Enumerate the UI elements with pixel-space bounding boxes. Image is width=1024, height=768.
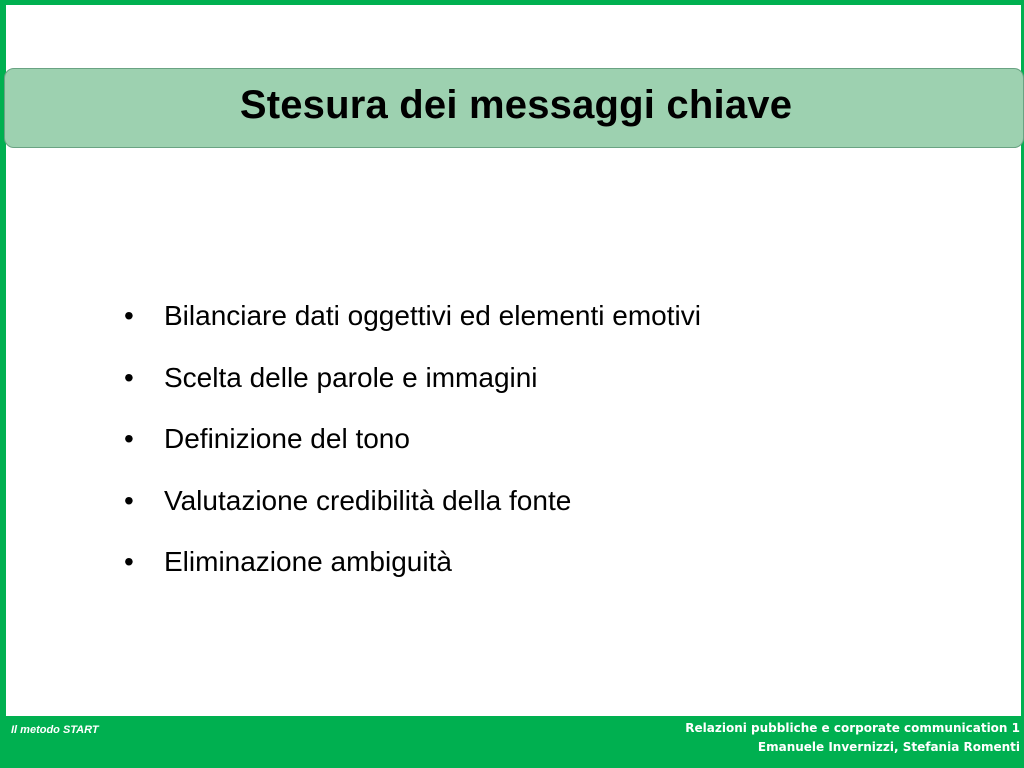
bullet-dot-icon: •	[124, 484, 134, 516]
footer-section-label: Il metodo START	[11, 724, 99, 736]
bullet-dot-icon: •	[124, 423, 134, 454]
bullet-text: Scelta delle parole e immagini	[164, 361, 538, 393]
footer-bar	[0, 716, 1024, 768]
bullet-text: Valutazione credibilità della fonte	[164, 484, 572, 516]
frame-top-border	[0, 0, 1024, 5]
footer-authors: Emanuele Invernizzi, Stefania Romenti	[757, 740, 1020, 754]
bullet-item	[124, 362, 701, 424]
slide-title: Stesura dei messaggi chiave	[239, 82, 793, 127]
bullet-dot-icon: •	[124, 300, 134, 331]
bullet-dot-icon: •	[124, 546, 134, 577]
bullet-text: Bilanciare dati oggettivi ed elementi emotivi	[164, 300, 701, 331]
footer-credits	[685, 719, 1020, 757]
bullet-text: Definizione del tono	[164, 423, 410, 454]
bullet-text: Eliminazione ambiguità	[164, 546, 452, 577]
bullet-item	[124, 485, 701, 547]
bullet-item	[124, 546, 701, 608]
bullet-item	[124, 300, 701, 362]
bullet-dot-icon: •	[124, 361, 134, 393]
title-banner	[4, 68, 1024, 148]
footer-course-title: Relazioni pubbliche e corporate communication 1	[685, 721, 1020, 735]
bullet-item	[124, 423, 701, 485]
bullet-list	[124, 300, 701, 608]
